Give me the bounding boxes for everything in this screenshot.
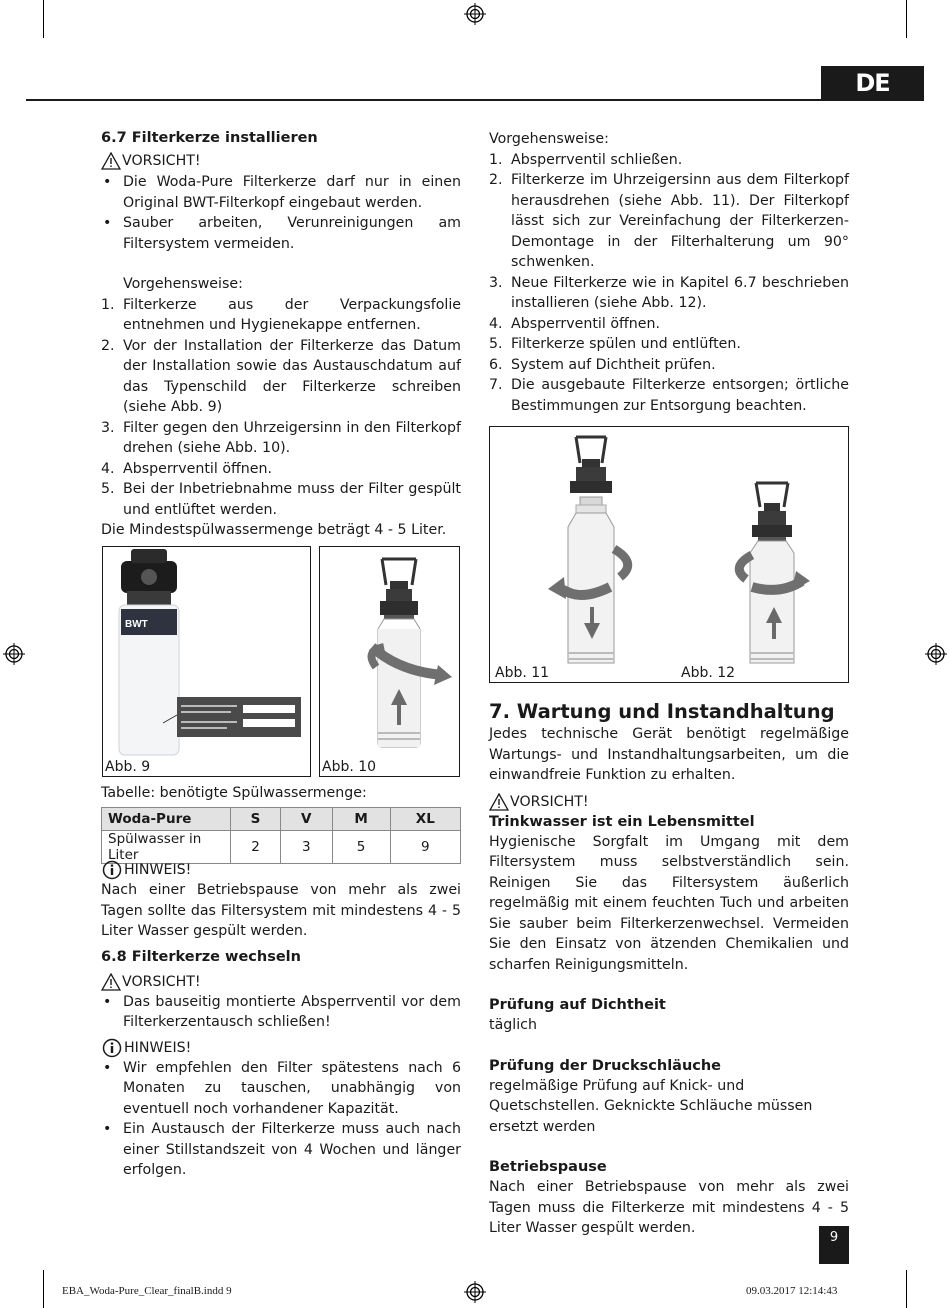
note-text: Nach einer Betriebspause von mehr als zwei Tagen sollte das Filtersystem mit mindestens 4 - 5 Liter Wasser gespült werden. [101,882,461,939]
section-title-7: 7. Wartung und Instandhaltung [489,700,835,723]
caution-heading [101,972,461,992]
figure-11-12 [489,426,849,683]
list-item: • Wir empfehlen den Filter spätestens nach 6 Monaten zu tauschen, unabhängig von eventuell noch vorhandener Kapazität. [101,1058,461,1120]
table-header-cell: S [231,807,281,830]
table-header-row [102,807,461,830]
list-item: 5. Bei der Inbetriebnahme muss der Filter gespült und entlüftet werden. [101,481,461,518]
warning-icon [489,793,509,811]
list-item: • Sauber arbeiten, Verunreinigungen am Filtersystem vermeiden. [101,213,461,254]
table-header-cell: M [332,807,390,830]
list-item: 4. Absperrventil öffnen. [101,460,273,477]
crop-mark [43,0,44,38]
caution-label: VORSICHT! [122,153,201,169]
caution-heading [101,151,461,171]
figure-10 [319,546,460,777]
caution-bullet-list [101,172,461,254]
list-item: • Die Woda-Pure Filterkerze darf nur in einen Original BWT-Filterkopf eingebaut werden. [101,172,461,213]
note-bullet-list [101,1058,461,1181]
figure-11-caption: Abb. 11 [495,665,550,681]
leak-check-title: Prüfung auf Dichtheit [489,997,666,1013]
crop-mark [906,1270,907,1308]
list-item: 2. Vor der Installation der Filterkerze das Datum der Installation sowie das Austauschdatum auf das Typenschild der Filterkerze schreiben (siehe Abb. 9) [101,337,461,415]
figure-10-caption: Abb. 10 [322,759,377,775]
pause-title: Betriebspause [489,1159,607,1175]
warning-icon [101,973,121,991]
header-rule [26,99,924,101]
rinse-water-table [101,807,461,864]
list-item: 3. Filter gegen den Uhrzeigersinn in den Filterkopf drehen (siehe Abb. 10). [101,419,461,456]
footer-datetime: 09.03.2017 12:14:43 [746,1285,838,1297]
filter-replace-diagram [490,427,848,682]
table-cell: Spülwasser in Liter [102,830,231,863]
list-item: 1. Absperrventil schließen. [489,151,683,168]
footer-filename: EBA_Woda-Pure_Clear_finalB.indd 9 [62,1285,232,1297]
figure-9-caption: Abb. 9 [105,759,151,775]
list-item: 5. Filterkerze spülen und entlüften. [489,336,741,352]
language-tab: DE [821,66,924,101]
list-item: • Das bauseitig montierte Absperrventil vor dem Filterkerzentausch schließen! [101,992,461,1033]
note-label: HINWEIS! [124,1039,192,1056]
left-column [101,128,461,541]
pause-text: Nach einer Betriebspause von mehr als zwei Tagen muss die Filterkerze mit mindestens 4 - 5 Liter Wasser gespült werden. [489,1179,849,1236]
procedure-steps [489,150,849,417]
table-header-cell: V [280,807,332,830]
table-cell: 9 [390,830,460,863]
procedure-steps [101,295,461,521]
list-item: 1. Filterkerze aus der Verpackungsfolie entnehmen und Hygienekappe entfernen. [101,296,461,333]
section-7-intro: Jedes technische Gerät benötigt regelmäßige Wartungs- und Instandhaltungsarbeiten, um die einwandfreie Funktion zu erhalten. [489,726,849,783]
table-header-cell: XL [390,807,460,830]
list-item: 2. Filterkerze im Uhrzeigersinn aus dem Filterkopf herausdrehen (siehe Abb. 11). Der Filterkopf lässt sich zur Vereinfachung der Filterkerzen-Demontage in der Filterhalterung um 90° schwenken. [489,172,849,270]
list-item: • Ein Austausch der Filterkerze muss auch nach einer Stillstandszeit von 4 Wochen und länger erfolgen. [101,1119,461,1181]
filter-cartridge-photo [103,547,310,776]
svg-text:BWT: BWT [125,619,148,630]
note-heading [101,860,461,880]
note-label: HINWEIS! [124,862,192,878]
registration-mark-icon [3,643,25,665]
list-item: 4. Absperrventil öffnen. [489,315,661,332]
crop-mark [906,0,907,38]
note-heading [101,1038,461,1058]
registration-mark-icon [925,643,947,665]
registration-mark-icon [464,1281,486,1303]
info-icon [101,860,123,880]
filter-install-diagram [320,547,459,776]
caution-label: VORSICHT! [510,793,589,810]
caution-bullet-list [101,992,461,1033]
min-rinse-text: Die Mindestspülwassermenge beträgt 4 - 5 Liter. [101,522,447,538]
leak-check-text: täglich [489,1017,537,1033]
right-column [489,129,849,416]
info-icon [101,1038,123,1058]
hose-check-text: regelmäßige Prüfung auf Knick- und Quetschstellen. Geknickte Schläuche müssen ersetzt werden [489,1077,813,1135]
table-row [102,830,461,863]
table-section [101,783,461,864]
procedure-label: Vorgehensweise: [489,131,609,147]
hose-check-title: Prüfung der Druckschläuche [489,1057,722,1074]
section-title-6-7: 6.7 Filterkerze installieren [101,130,318,146]
section-title-6-8: 6.8 Filterkerze wechseln [101,948,301,965]
caution-heading [489,792,849,812]
section-7 [489,700,849,1239]
procedure-label: Vorgehensweise: [123,276,243,292]
registration-mark-icon [464,3,486,25]
list-item: 7. Die ausgebaute Filterkerze entsorgen; örtliche Bestimmungen zur Entsorgung beachten. [489,377,849,414]
left-lower [101,860,461,1181]
table-cell: 3 [280,830,332,863]
list-item: 6. System auf Dichtheit prüfen. [489,356,716,373]
page-number: 9 [829,1230,839,1245]
table-title: Tabelle: benötigte Spülwassermenge: [101,785,367,801]
warning-icon [101,152,121,170]
caution-label: VORSICHT! [122,973,201,990]
drinking-water-text: Hygienische Sorgfalt im Umgang mit dem Filtersystem muss selbstverständlich sein. Reinigen Sie das Filtersystem äußerlich regelmäßig mit einem feuchten Tuch und arbeiten Sie sauber beim Filterkerzenwechsel. Vermeiden Sie den Einsatz von ätzenden Chemikalien und scharfen Reinigungsmitteln. [489,833,849,973]
figure-9 [102,546,311,777]
figure-12-caption: Abb. 12 [681,665,736,681]
table-header-cell: Woda-Pure [102,807,231,830]
table-cell: 5 [332,830,390,863]
list-item: 3. Neue Filterkerze wie in Kapitel 6.7 beschrieben installieren (siehe Abb. 12). [489,274,849,311]
table-cell: 2 [231,830,281,863]
drinking-water-title: Trinkwasser ist ein Lebensmittel [489,813,755,830]
crop-mark [43,1270,44,1308]
